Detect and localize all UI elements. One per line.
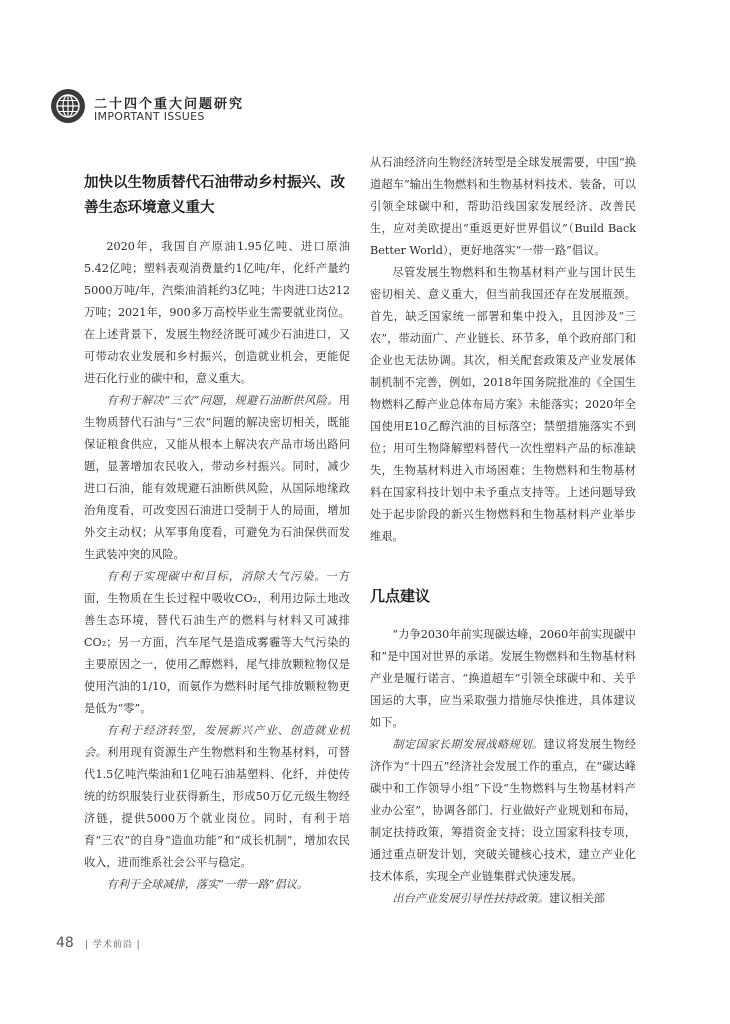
paragraph-text: 建议相关部 [549, 892, 605, 905]
paragraph-text: 2020年，我国自产原油1.95亿吨、进口原油5.42亿吨；塑料表观消费量约1亿吨/年，化纤产量约5000万吨/年，汽柴油消耗约3亿吨；牛肉进口达212万吨；2021年，900多万高校毕业生需要就业岗位。在上述背景下，发展生物经济既可减少石油进口，又可带动农业发展和乡村振兴，创造就业机会，更能促进石化行业的碳中和，意义重大。 [84, 240, 350, 385]
paragraph [370, 734, 636, 888]
paragraph-text: “力争2030年前实现碳达峰，2060年前实现碳中和”是中国对世界的承诺。发展生物燃料和生物基材料产业是履行诺言、“换道超车”引领全球碳中和、关乎国运的大事，应当采取强力措施尽快推进，具体建议如下。 [370, 628, 636, 729]
page-footer [56, 932, 141, 951]
page-number: 48 [56, 935, 74, 951]
right-column-bottom [370, 624, 636, 910]
paragraph [84, 566, 350, 720]
series-title-en: IMPORTANT ISSUES [94, 110, 205, 123]
section-heading: 几点建议 [370, 587, 431, 605]
journal-name: | 学术前沿 | [84, 940, 141, 950]
paragraph-text: 从石油经济向生物经济转型是全球发展需要，中国“换道超车”输出生物燃料和生物基材料技术、装备，可以引领全球碳中和，帮助沿线国家发展经济、改善民生，应对美欧提出“重返更好世界倡议”（Build Back Better World），更好地落实“一带一路”倡议。 [370, 156, 636, 257]
paragraph [370, 262, 636, 548]
paragraph-text: 用生物质替代石油与“三农”问题的解决密切相关，既能保证粮食供应，又能从根本上解决农产品市场出路问题，显著增加农民收入，带动乡村振兴。同时，减少进口石油，能有效规避石油断供风险，从国际地缘政治角度看，可改变因石油进口受制于人的局面，增加外交主动权；从军事角度看，可避免为石油保供而发生武装冲突的风险。 [84, 394, 350, 561]
paragraph-text: 一方面，生物质在生长过程中吸收CO₂，利用边际土地改善生态环境，替代石油生产的燃料与材料又可减排CO₂；另一方面，汽车尾气是造成雾霾等大气污染的主要原因之一，使用乙醇燃料，尾气排放颗粒物仅是使用汽油的1/10，而氨作为燃料时尾气排放颗粒物更是低为“零”。 [84, 570, 350, 715]
paragraph-text: 尽管发展生物燃料和生物基材料产业与国计民生密切相关、意义重大，但当前我国还存在发展瓶颈。首先，缺乏国家统一部署和集中投入，且因涉及“三农”，带动面广、产业链长、环节多，单个政府部门和企业也无法协调。其次，相关配套政策及产业发展体制机制不完善，例如，2018年国务院批准的《全国生物燃料乙醇产业总体布局方案》未能落实；2020年全国使用E10乙醇汽油的目标落空；禁塑措施落实不到位；用可生物降解塑料替代一次性塑料产品的标准缺失，生物基材料进入市场困难；生物燃料和生物基材料在国家科技计划中未予重点支持等。上述问题导致处于起步阶段的新兴生物燃料和生物基材料产业举步维艰。 [370, 266, 636, 543]
right-column-top [370, 152, 636, 548]
paragraph [84, 390, 350, 566]
paragraph-lead: 制定国家长期发展战略规划。 [392, 738, 544, 751]
paragraph [370, 152, 636, 262]
paragraph-lead: 有利于经济转型，发展新兴产业、创造就业机会。 [84, 724, 350, 759]
paragraph [370, 624, 636, 734]
paragraph [84, 236, 350, 390]
globe-icon [50, 88, 86, 124]
paragraph-text: 利用现有资源生产生物燃料和生物基材料，可替代1.5亿吨汽柴油和1亿吨石油基塑料、化纤，并使传统的纺织服装行业获得新生，形成50万亿元级生物经济链，提供5000万个就业岗位。同时，有利于培育“三农”的自身“造血功能”和“成长机制”，增加农民收入，进而维系社会公平与稳定。 [84, 746, 350, 869]
left-column [84, 236, 350, 896]
series-title: 二十四个重大问题研究 [94, 97, 245, 112]
paragraph [84, 874, 350, 896]
paragraph-lead: 有利于全球减排，落实“一带一路”倡议。 [106, 878, 309, 891]
paragraph-lead: 出台产业发展引导性扶持政策。 [392, 892, 550, 905]
article-title: 加快以生物质替代石油带动乡村振兴、改善生态环境意义重大 [84, 174, 345, 216]
paragraph-lead: 有利于解决“三农”问题，规避石油断供风险。 [106, 394, 339, 407]
paragraph [370, 888, 636, 910]
paragraph-lead: 有利于实现碳中和目标，消除大气污染。 [106, 570, 327, 583]
paragraph-text: 建议将发展生物经济作为“十四五”经济社会发展工作的重点，在“碳达峰碳中和工作领导小组”下设“生物燃料与生物基材料产业办公室”，协调各部门、行业做好产业规划和布局，制定扶持政策，筹措资金支持；设立国家科技专项，通过重点研发计划，突破关键核心技术，建立产业化技术体系，实现全产业链集群式快速发展。 [370, 738, 636, 883]
paragraph [84, 720, 350, 874]
